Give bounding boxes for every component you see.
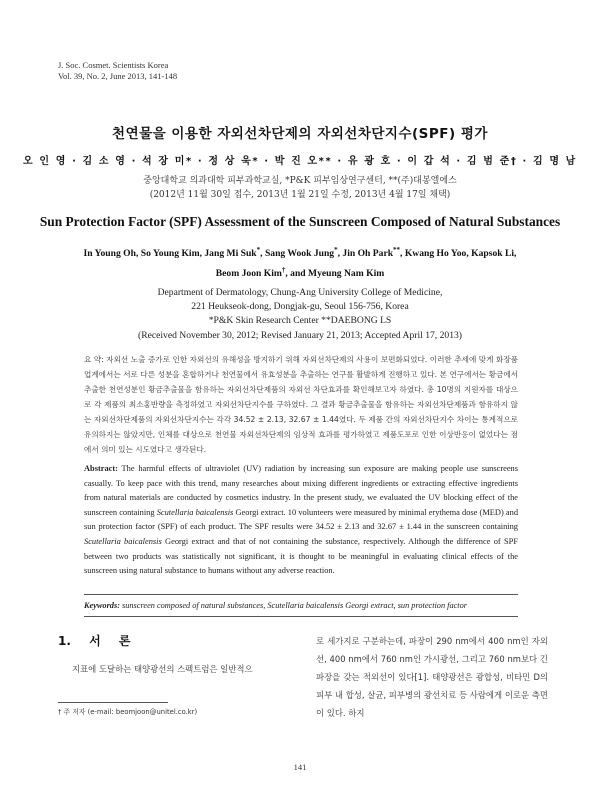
abstract-text: The harmful effects of ultraviolet (UV) radiation by increasing sun exposure are making people use sunscreens casually. To keep pace with this trend, many researches about mixing different ingredients or extracting effective ingredients from natural materials are conducted by cosmetics industry. In the present study, we evaluated the UV blocking effect of the sunscreen containing <box>84 464 518 517</box>
affiliation-line: 221 Heukseok-dong, Dongjak-gu, Seoul 156-756, Korea <box>191 301 409 313</box>
scientific-name: Scutellaria baicalensis <box>84 536 162 546</box>
author-group: , Kwang Ho Yoo, Kapsok Li, <box>400 248 517 260</box>
english-authors <box>70 242 530 282</box>
korean-dates-line: (2012년 11월 30일 접수, 2013년 1월 21일 수정, 2013년 4월 17일 채택) <box>149 190 451 200</box>
journal-name: J. Soc. Cosmet. Scientists Korea <box>58 60 169 70</box>
author-mark: † <box>281 266 286 275</box>
author-group: In Young Oh, So Young Kim, Jang Mi Suk <box>83 248 257 260</box>
scientific-name: Scutellaria baicalensis <box>156 507 234 517</box>
author-mark: * <box>334 246 338 254</box>
journal-volume: Vol. 39, No. 2, June 2013, 141-148 <box>58 71 178 81</box>
keywords-top-rule <box>84 594 518 595</box>
keywords-bottom-rule <box>84 616 518 617</box>
korean-affiliation-line: 중앙대학교 의과대학 피부과학교실, *P&K 피부임상연구센터, **(주)대봉엘에스 <box>143 176 457 186</box>
author-group: Beom Joon Kim <box>215 268 282 280</box>
english-title: Sun Protection Factor (SPF) Assessment of the Sunscreen Composed of Natural Substances <box>39 214 561 229</box>
korean-title: 천연물을 이용한 자외선차단제의 자외선차단지수(SPF) 평가 <box>112 126 488 142</box>
body-right-column: 로 세가지로 구분하는데, 파장이 290 nm에서 400 nm인 자외선, 400 nm에서 760 nm인 가시광선, 그리고 760 nm보다 긴 파장을 갖는 적외선이 있다[1]. 태양광선은 광합성, 비타민 D의 피부 내 합성, 살균, 피부병의 광선치료 등 사람에게 이로운 측면이 있다. 하지 <box>316 636 548 718</box>
author-group: , Jin Oh Park <box>337 248 394 260</box>
abstract-text: Georgi extract and that of not containing the substance, respectively. Although the difference of SPF between two products was statistically not significant, it is thought to be meaningful in evaluating clinical effects of the sunscreen using natural substance to humans without any adverse reaction. <box>84 536 518 576</box>
footnote-rule <box>58 702 168 703</box>
affiliation-line: *P&K Skin Research Center **DAEBONG LS <box>208 315 392 327</box>
keywords-text: sunscreen composed of natural substances, Scutellaria baicalensis Georgi extract, sun protection factor <box>119 601 467 610</box>
author-group: , Sang Wook Jung <box>260 248 335 260</box>
dates-line: (Received November 30, 2012; Revised January 21, 2013; Accepted April 17, 2013) <box>138 329 462 341</box>
abstract-label: Abstract: <box>84 464 118 473</box>
body-left-column: 지표에 도달하는 태양광선의 스펙트럼은 일반적으 <box>72 664 253 674</box>
author-mark: * <box>256 246 261 254</box>
english-abstract <box>84 462 518 579</box>
section-heading-introduction: 1. 서 론 <box>58 634 131 648</box>
affiliation-line: Department of Dermatology, Chung-Ang University College of Medicine, <box>157 287 443 298</box>
keywords <box>84 601 524 610</box>
abstract-text: Georgi extract. 10 volunteers were measured by minimal erythema dose (MED) and sun protection factor (SPF) of each product. The SPF results were 34.52 ± 2.13 and 32.67 ± 1.44 in the sunscreen containing <box>84 507 519 532</box>
korean-abstract: 요 약: 자외선 노출 증가로 인한 자외선의 유해성을 방지하기 위해 자외선차단제의 사용이 보편화되었다. 이러한 추세에 맞게 화장품 업계에서는 서로 다른 성분을 혼합하거나 천연물에서 유효성분을 추출하는 연구를 활발하게 진행하고 있다. 본 연구에서는 황금에서 추출한 천연성분인 황금추출물을 함유하는 자외선차단제품의 자외선 차단효과를 확인해보고자 하였다. 총 10명의 지원자를 대상으로 각 제품의 최소홍반량을 측정하였고 자외선차단지수를 구하였다. 그 결과 황금추출물을 함유하는 자외선차단제품과 함유하지 않는 자외선차단제품의 자외선차단지수는 각각 34.52 ± 2.13, 32.67 ± 1.44였다. 두 제품 간의 자외선차단지수 차이는 통계적으로 유의하지는 않았지만, 인체를 대상으로 천연물 자외선차단제의 임상적 효과를 평가하였고 제품도포로 인한 이상반응이 없었다는 점에서 의미 있는 시도였다고 생각된다. <box>84 355 518 454</box>
author-group: , and Myeung Nam Kim <box>285 268 385 280</box>
korean-authors: 오 인 영 · 김 소 영 · 석 장 미* · 정 상 욱* · 박 진 오** · 유 광 호 · 이 갑 석 · 김 범 준† · 김 명 남 <box>23 156 577 167</box>
author-mark: ** <box>393 246 401 254</box>
keywords-label: Keywords: <box>84 601 120 610</box>
korean-affiliation <box>0 174 600 202</box>
corresponding-author-footnote: † 주 저자 (e-mail: beomjoon@unitel.co.kr) <box>58 708 198 716</box>
page-number: 141 <box>293 762 307 772</box>
english-affiliation <box>0 286 600 343</box>
journal-reference <box>58 60 177 82</box>
